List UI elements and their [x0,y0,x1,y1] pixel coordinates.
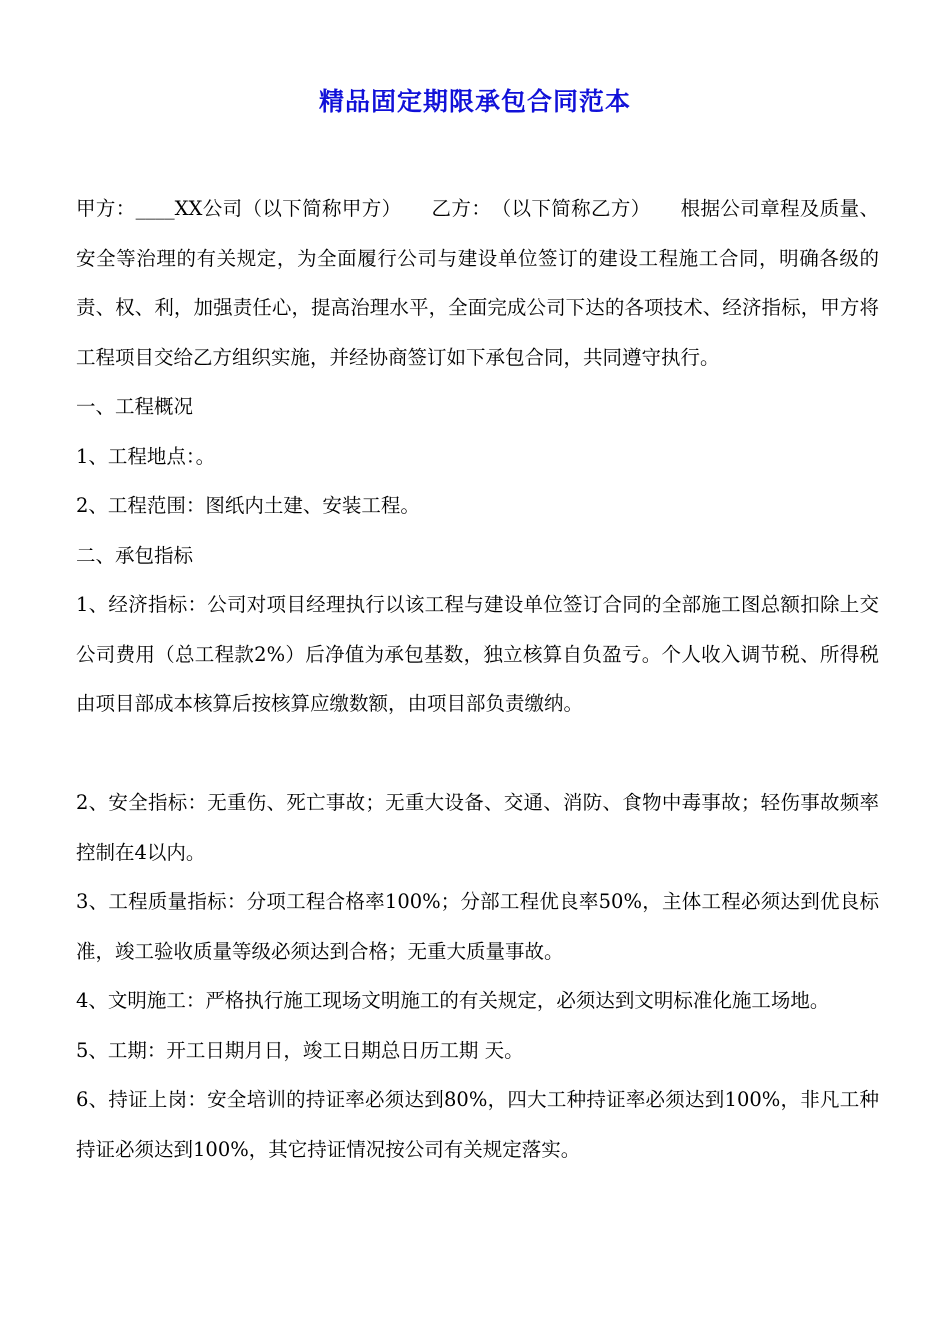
clause-project-scope: 2、工程范围：图纸内土建、安装工程。 [76,494,420,517]
document-title: 精品固定期限承包合同范本 [318,87,631,116]
clause-project-location: 1、工程地点：。 [76,444,216,468]
clause-quality-target: 3、工程质量指标：分项工程合格率100%；分部工程优良率50%，主体工程必须达到优良标准，竣工验收质量等级必须达到合格；无重大质量事故。 [76,890,879,963]
intro-paragraph: 甲方：____XX公司（以下简称甲方） 乙方： （以下简称乙方） 根据公司章程及质量、安全等治理的有关规定，为全面履行公司与建设单位签订的建设工程施工合同，明确各级的责、权、利，加强责任心，提高治理水平，全面完成公司下达的各项技术、经济指标，甲方将 工程项目交给乙方组织实施，并经协商签订如下承包合同，共同遵守执行。 [76,197,879,369]
paragraph-spacer [76,729,879,779]
clause-construction-period: 5、工期：开工日期月日，竣工日期总日历工期 天。 [76,1038,524,1062]
section-heading-project-overview: 一、工程概况 [76,395,194,418]
clause-certified-work: 6、持证上岗：安全培训的持证率必须达到80%，四大工种持证率必须达到100%，非凡工种持证必须达到100%，其它持证情况按公司有关规定落实。 [76,1088,879,1161]
clause-economic-target: 1、经济指标：公司对项目经理执行以该工程与建设单位签订合同的全部施工图总额扣除上交公司费用（总工程款2%）后净值为承包基数，独立核算自负盈亏。个人收入调节税、所得税由项目部成本核算后按核算应缴数额，由项目部负责缴纳。 [76,593,879,715]
clause-civilized-construction: 4、文明施工：严格执行施工现场文明施工的有关规定，必须达到文明标准化施工场地。 [76,989,830,1012]
document-body [76,184,879,1174]
clause-safety-target: 2、安全指标：无重伤、死亡事故；无重大设备、交通、消防、食物中毒事故；轻伤事故频率控制在4以内。 [76,791,879,864]
section-heading-contract-targets: 二、承包指标 [76,543,194,567]
